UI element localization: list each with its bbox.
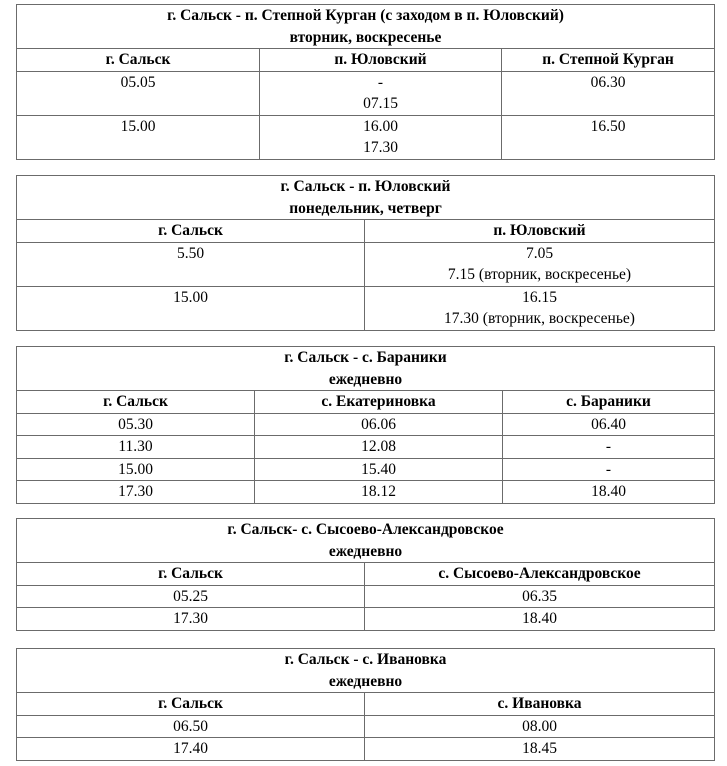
departure-time: 17.30: [17, 481, 255, 504]
route-title: г. Сальск - с. Бараники: [284, 349, 447, 366]
departure-time: 16.00 17.30: [260, 115, 502, 159]
table-row: [17, 458, 715, 481]
schedule-table-salsk-sysoevo: [16, 518, 715, 631]
departure-time: 06.40: [503, 413, 715, 436]
table-row: [17, 115, 715, 159]
column-header: п. Юловский: [260, 49, 502, 72]
route-title: г. Сальск - п. Степной Курган (с заходом в п. Юловский): [167, 7, 564, 24]
table-row: [17, 715, 715, 738]
table-row: [17, 286, 715, 330]
schedule-table-salsk-yulovsky: [16, 175, 715, 331]
column-header: п. Юловский: [365, 220, 715, 243]
departure-time: - 07.15: [260, 71, 502, 115]
departure-time: 06.30: [502, 71, 715, 115]
departure-time: 15.00: [17, 115, 260, 159]
departure-time: 16.15 17.30 (вторник, воскресенье): [365, 286, 715, 330]
departure-time: 05.25: [17, 585, 365, 608]
departure-time: 15.00: [17, 458, 255, 481]
schedule-table-salsk-baraniki: [16, 346, 715, 504]
route-days: ежедневно: [328, 542, 403, 560]
table-row: [17, 481, 715, 504]
route-days: ежедневно: [328, 672, 403, 690]
departure-time: 05.30: [17, 413, 255, 436]
column-header: г. Сальск: [17, 220, 365, 243]
route-days: вторник, воскресенье: [289, 28, 442, 46]
route-days: понедельник, четверг: [289, 199, 442, 217]
departure-time: 12.08: [255, 436, 503, 459]
table-row: [17, 585, 715, 608]
departure-time: 17.40: [17, 738, 365, 761]
table-row: [17, 413, 715, 436]
departure-time: 16.50: [502, 115, 715, 159]
column-header: г. Сальск: [17, 391, 255, 414]
departure-time: 05.05: [17, 71, 260, 115]
departure-time: 11.30: [17, 436, 255, 459]
departure-time: 18.40: [365, 608, 715, 631]
column-header: с. Сысоево-Александровское: [365, 563, 715, 586]
schedule-table-salsk-ivanovka: [16, 648, 715, 761]
route-title: г. Сальск- с. Сысоево-Александровское: [227, 521, 504, 538]
departure-time: -: [503, 436, 715, 459]
departure-time: 5.50: [17, 242, 365, 286]
route-days: ежедневно: [328, 370, 403, 388]
table-row: [17, 242, 715, 286]
route-title-cell: [17, 649, 715, 693]
route-title: г. Сальск - п. Юловский: [280, 178, 451, 195]
column-header: с. Ивановка: [365, 693, 715, 716]
departure-time: 18.45: [365, 738, 715, 761]
route-title: г. Сальск - с. Ивановка: [284, 651, 447, 668]
departure-time: -: [503, 458, 715, 481]
column-header: г. Сальск: [17, 49, 260, 72]
departure-time: 15.40: [255, 458, 503, 481]
departure-time: 06.35: [365, 585, 715, 608]
schedule-table-salsk-stepnoy-kurgan: [16, 4, 715, 160]
route-title-cell: [17, 176, 715, 220]
departure-time: 08.00: [365, 715, 715, 738]
departure-time: 7.05 7.15 (вторник, воскресенье): [365, 242, 715, 286]
departure-time: 18.40: [503, 481, 715, 504]
departure-time: 06.50: [17, 715, 365, 738]
column-header: с. Бараники: [503, 391, 715, 414]
table-row: [17, 436, 715, 459]
route-title-cell: [17, 519, 715, 563]
table-row: [17, 738, 715, 761]
departure-time: 06.06: [255, 413, 503, 436]
column-header: п. Степной Курган: [502, 49, 715, 72]
column-header: с. Екатериновка: [255, 391, 503, 414]
departure-time: 15.00: [17, 286, 365, 330]
route-title-cell: [17, 347, 715, 391]
route-title-cell: [17, 5, 715, 49]
table-row: [17, 608, 715, 631]
departure-time: 18.12: [255, 481, 503, 504]
departure-time: 17.30: [17, 608, 365, 631]
column-header: г. Сальск: [17, 563, 365, 586]
column-header: г. Сальск: [17, 693, 365, 716]
table-row: [17, 71, 715, 115]
